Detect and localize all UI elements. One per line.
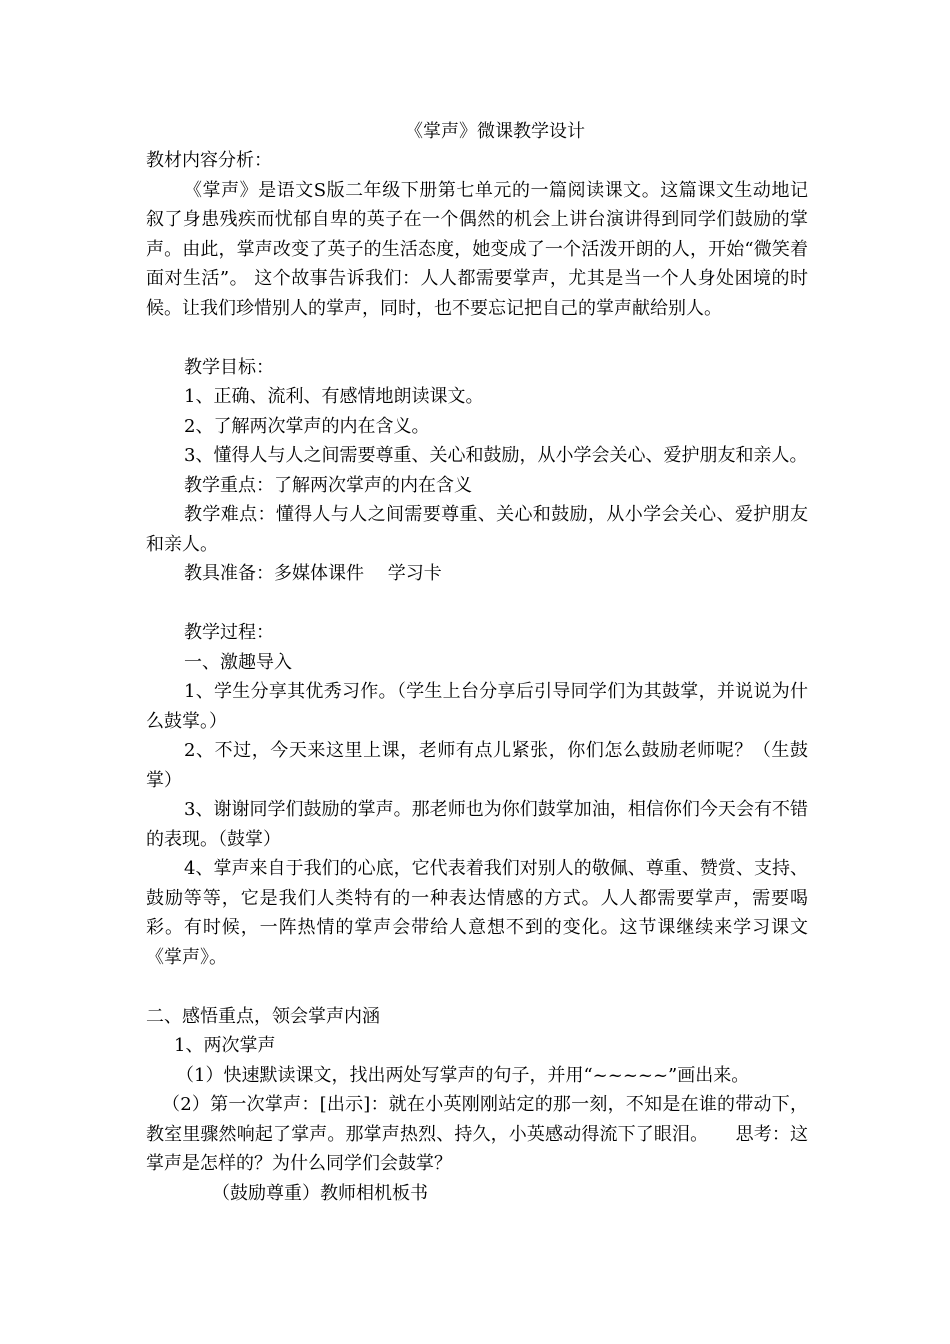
goals-heading: 教学目标： [184, 356, 274, 378]
section-item: 4、掌声来自于我们的心底，它代表着我们对别人的敬佩、尊重、赞赏、支持、鼓励等等，它是我们人类特有的一种表达情感的方式。人人都需要掌声，需要喝彩。有时候，一阵热情的掌声会带给人意想不到的变化。这节课继续来学习课文《掌声》。 [146, 858, 808, 968]
section-item: 2、不过，今天来这里上课，老师有点儿紧张，你们怎么鼓励老师呢？（生鼓掌） [146, 740, 808, 791]
section-item: 3、谢谢同学们鼓励的掌声。那老师也为你们鼓掌加油，相信你们今天会有不错的表现。（鼓掌） [146, 799, 808, 850]
section-item: 1、学生分享其优秀习作。（学生上台分享后引导同学们为其鼓掌，并说说为什么鼓掌。） [146, 681, 808, 732]
section-title: 二、感悟重点，领会掌声内涵 [146, 1005, 380, 1027]
document-title: 《掌声》微课教学设计 [405, 121, 585, 142]
tools: 教具准备：多媒体课件 学习卡 [184, 563, 442, 584]
section-title: 一、激趣导入 [184, 651, 292, 673]
key-point: 教学重点：了解两次掌声的内在含义 [184, 474, 472, 496]
goal-item: 2、了解两次掌声的内在含义。 [184, 415, 430, 437]
process-heading: 教学过程： [184, 622, 274, 643]
subsection-title: 1、两次掌声 [174, 1035, 276, 1056]
analysis-paragraph: 《掌声》是语文S版二年级下册第七单元的一篇阅读课文。这篇课文生动地记叙了身患残疾而忧郁自卑的英子在一个偶然的机会上讲台演讲得到同学们鼓励的掌声。由此，掌声改变了英子的生活态度，她变成了一个活泼开朗的人，开始“微笑着面对生活”。 这个故事告诉我们：人人都需要掌声，尤其是当一个人身处困境的时候。让我们珍惜别人的掌声，同时，也不要忘记把自己的掌声献给别人。 [146, 179, 808, 319]
difficulty: 教学难点：懂得人与人之间需要尊重、关心和鼓励，从小学会关心、爱护朋友和亲人。 [146, 504, 808, 555]
analysis-heading: 教材内容分析： [146, 150, 272, 171]
goal-item: 3、懂得人与人之间需要尊重、关心和鼓励，从小学会关心、爱护朋友和亲人。 [184, 445, 808, 466]
goal-item: 1、正确、流利、有感情地朗读课文。 [184, 386, 484, 407]
board-note: （鼓励尊重）教师相机板书 [212, 1182, 428, 1204]
section-item: （1）快速默读课文，找出两处写掌声的句子，并用“~~~~~”画出来。 [176, 1064, 750, 1086]
document-page [146, 118, 808, 1208]
section-item: （2）第一次掌声：[出示]：就在小英刚刚站定的那一刻，不知是在谁的带动下，教室里骤然响起了掌声。那掌声热烈、持久，小英感动得流下了眼泪。 思考：这掌声是怎样的？为什么同学们会鼓掌？ [146, 1094, 808, 1174]
